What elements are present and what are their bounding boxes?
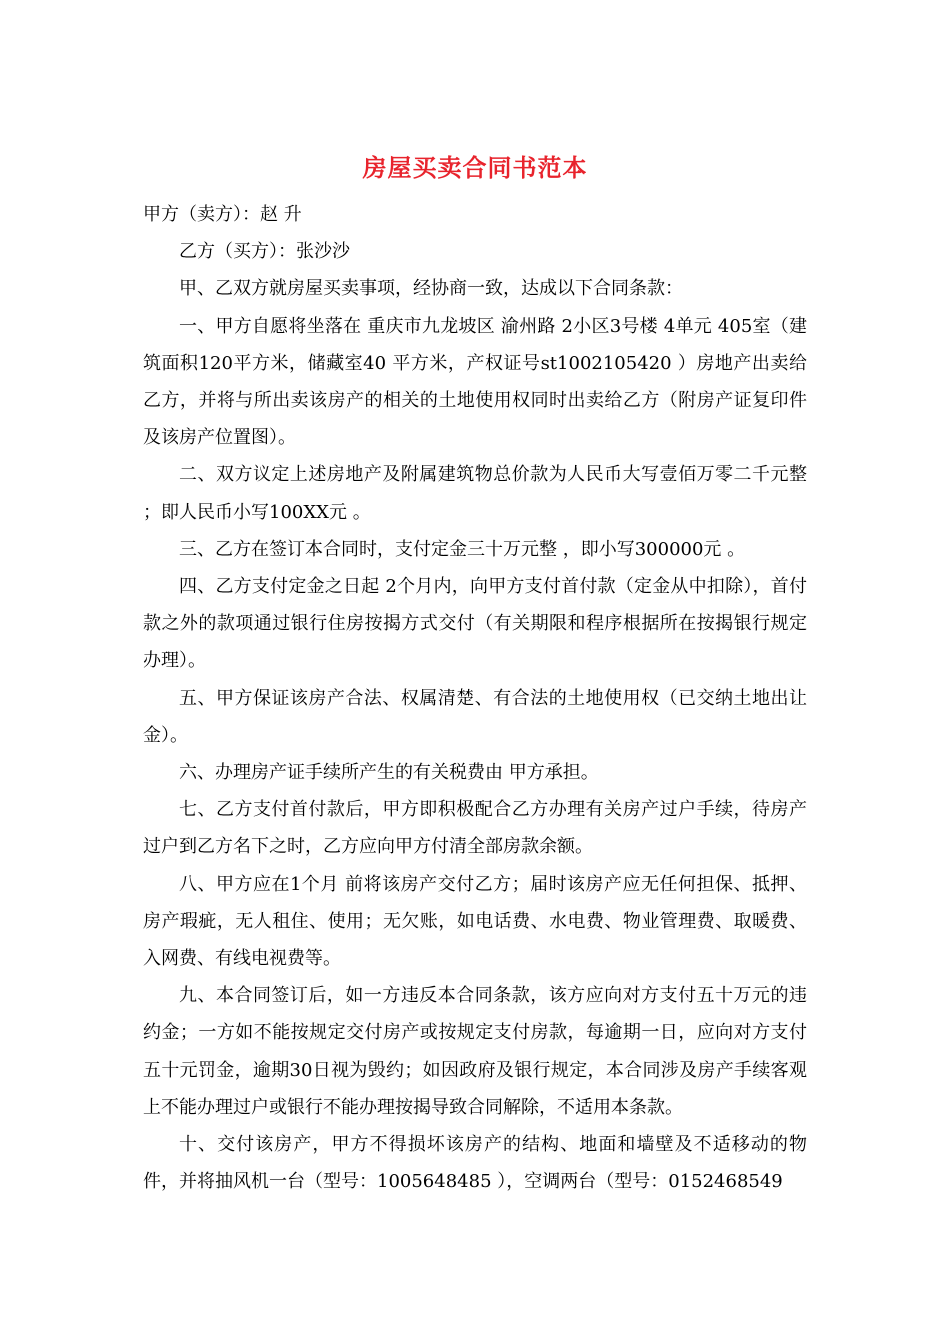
party-b-line: 乙方（买方）：张沙沙 — [179, 241, 350, 263]
party-a-line: 甲方（卖方）：赵 升 — [143, 204, 302, 225]
document-title: 房屋买卖合同书范本 — [362, 153, 588, 182]
clause-8: 八、甲方应在1个月 前将该房产交付乙方；届时该房产应无任何担保、抵押、房产瑕疵，无人租住、使用；无欠账，如电话费、水电费、物业管理费、取暖费、入网费、有线电视费等。 — [143, 873, 807, 970]
clause-2: 二、双方议定上述房地产及附属建筑物总价款为人民币大写壹佰万零二千元整 ；即人民币小写100XX元 。 — [143, 464, 807, 523]
clause-4: 四、乙方支付定金之日起 2个月内，向甲方支付首付款（定金从中扣除），首付款之外的款项通过银行住房按揭方式交付（有关期限和程序根据所在按揭银行规定办理）。 — [143, 576, 807, 672]
intro-paragraph: 甲、乙双方就房屋买卖事项，经协商一致，达成以下合同条款： — [179, 278, 683, 300]
clause-7: 七、乙方支付首付款后，甲方即积极配合乙方办理有关房产过户手续，待房产过户到乙方名下之时，乙方应向甲方付清全部房款余额。 — [143, 799, 807, 858]
clause-5: 五、甲方保证该房产合法、权属清楚、有合法的土地使用权（已交纳土地出让金）。 — [143, 687, 807, 746]
clause-3: 三、乙方在签订本合同时，支付定金三十万元整 ，即小写300000元 。 — [179, 538, 746, 560]
clause-9: 九、本合同签订后，如一方违反本合同条款，该方应向对方支付五十万元的违约金；一方如不能按规定交付房产或按规定支付房款，每逾期一日，应向对方支付五十元罚金，逾期30日视为毁约；如因政府及银行规定，本合同涉及房产手续客观上不能办理过户或银行不能办理按揭导致合同解除，不适用本条款。 — [143, 985, 807, 1118]
contract-body — [143, 196, 807, 1200]
clause-10: 十、交付该房产，甲方不得损坏该房产的结构、地面和墙壁及不适移动的物件，并将抽风机一台（型号：1005648485 ），空调两台（型号：0152468549 — [143, 1134, 807, 1193]
clause-6: 六、办理房产证手续所产生的有关税费由 甲方承担。 — [179, 762, 599, 784]
clause-1: 一、甲方自愿将坐落在 重庆市九龙坡区 渝州路 2小区3号楼 4单元 405室（建筑面积120平方米，储藏室40 平方米，产权证号st1002105420 ）房地产出卖给乙方，并将与所出卖该房产的相关的土地使用权同时出卖给乙方（附房产证复印件及该房产位置图）。 — [143, 315, 807, 449]
